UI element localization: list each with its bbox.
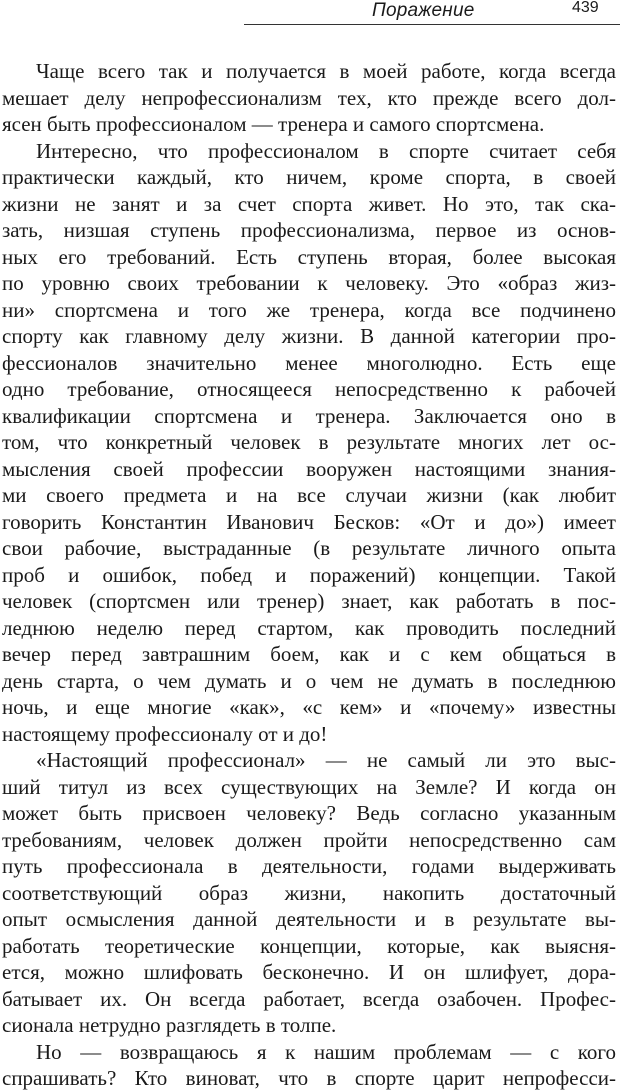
text-line: леднюю неделю перед стартом, как проводить последний [2, 615, 616, 640]
text-line: ночь, и еще многие «как», «с кем» и «почему» известны [2, 695, 616, 719]
text-line: одно требование, относящееся непосредственно к рабочей [2, 377, 616, 401]
text-line: требованиям, человек должен пройти непосредственно сам [2, 827, 616, 852]
body-text [2, 58, 616, 1092]
text-line: ми своего предмета и на все случаи жизни (как любит [2, 483, 616, 507]
text-line: ется, можно шлифовать бесконечно. И он шлифует, дора- [2, 960, 616, 984]
text-line: Но — возвращаюсь я к нашим проблемам — с кого [36, 1039, 616, 1064]
text-line: спрашивать? Кто виноват, что в спорте царит непрофесси- [2, 1066, 616, 1090]
text-line: мысления своей профессии вооружен настоящими знания- [2, 456, 616, 481]
text-line: проб и ошибок, побед и поражений) концепции. Такой [2, 562, 616, 587]
text-line: фессионалов значительно менее многолюдно. Есть еще [2, 350, 616, 375]
text-line: может быть присвоен человеку? Ведь согласно указанным [2, 801, 616, 825]
text-line: свои рабочие, выстраданные (в результате личного опыта [2, 536, 616, 560]
text-line: жизни не занят и за счет спорта живет. Но это, так ска- [2, 191, 616, 216]
text-line: говорить Константин Иванович Бесков: «От и до») имеет [2, 509, 616, 534]
text-line: по уровню своих требовании к человеку. Это «образ жиз- [2, 271, 616, 295]
chapter-title: Поражение [372, 0, 475, 21]
text-line: путь профессионала в деятельности, годами выдерживать [2, 854, 616, 878]
running-header [0, 0, 620, 26]
text-line: том, что конкретный человек в результате многих лет ос- [2, 430, 616, 454]
text-line: батывает их. Он всегда работает, всегда озабочен. Профес- [2, 986, 616, 1011]
text-line: практически каждый, кто ничем, кроме спорта, в своей [2, 165, 616, 189]
text-line: настоящему профессионалу от и до! [2, 721, 328, 746]
text-line: ший титул из всех существующих на Земле? И когда он [2, 774, 616, 799]
text-line: ясен быть профессионалом — тренера и самого спортсмена. [2, 112, 545, 136]
header-rule [244, 24, 620, 25]
text-line: зать, низшая ступень профессионализма, первое из основ- [2, 218, 616, 242]
text-line: квалификации спортсмена и тренера. Заключается оно в [2, 403, 616, 428]
text-line: Чаще всего так и получается в моей работе, когда всегда [36, 59, 616, 83]
text-line: соответствующий образ жизни, накопить достаточный [2, 880, 616, 905]
text-line: день старта, о чем думать и о чем не думать в последнюю [2, 668, 616, 693]
text-line: ни» спортсмена и того же тренера, когда все подчинено [2, 297, 616, 322]
text-line: «Настоящий профессионал» — не самый ли это выс- [36, 748, 616, 772]
text-line: мешает делу непрофессионализм тех, кто прежде всего дол- [2, 85, 616, 110]
text-line: опыт осмысления данной деятельности и в результате вы- [2, 907, 616, 931]
text-line: сионала нетрудно разглядеть в толпе. [2, 1013, 337, 1037]
text-line: вечер перед завтрашним боем, как и с кем общаться в [2, 642, 616, 666]
text-line: ных его требований. Есть ступень вторая, более высокая [2, 244, 616, 269]
text-line: Интересно, что профессионалом в спорте считает себя [36, 138, 616, 163]
text-line: спорту как главному делу жизни. В данной категории про- [2, 324, 616, 348]
page-number: 439 [572, 0, 599, 16]
text-line: работать теоретические концепции, которые, как выясня- [2, 933, 616, 958]
text-line: человек (спортсмен или тренер) знает, как работать в пос- [2, 589, 616, 613]
